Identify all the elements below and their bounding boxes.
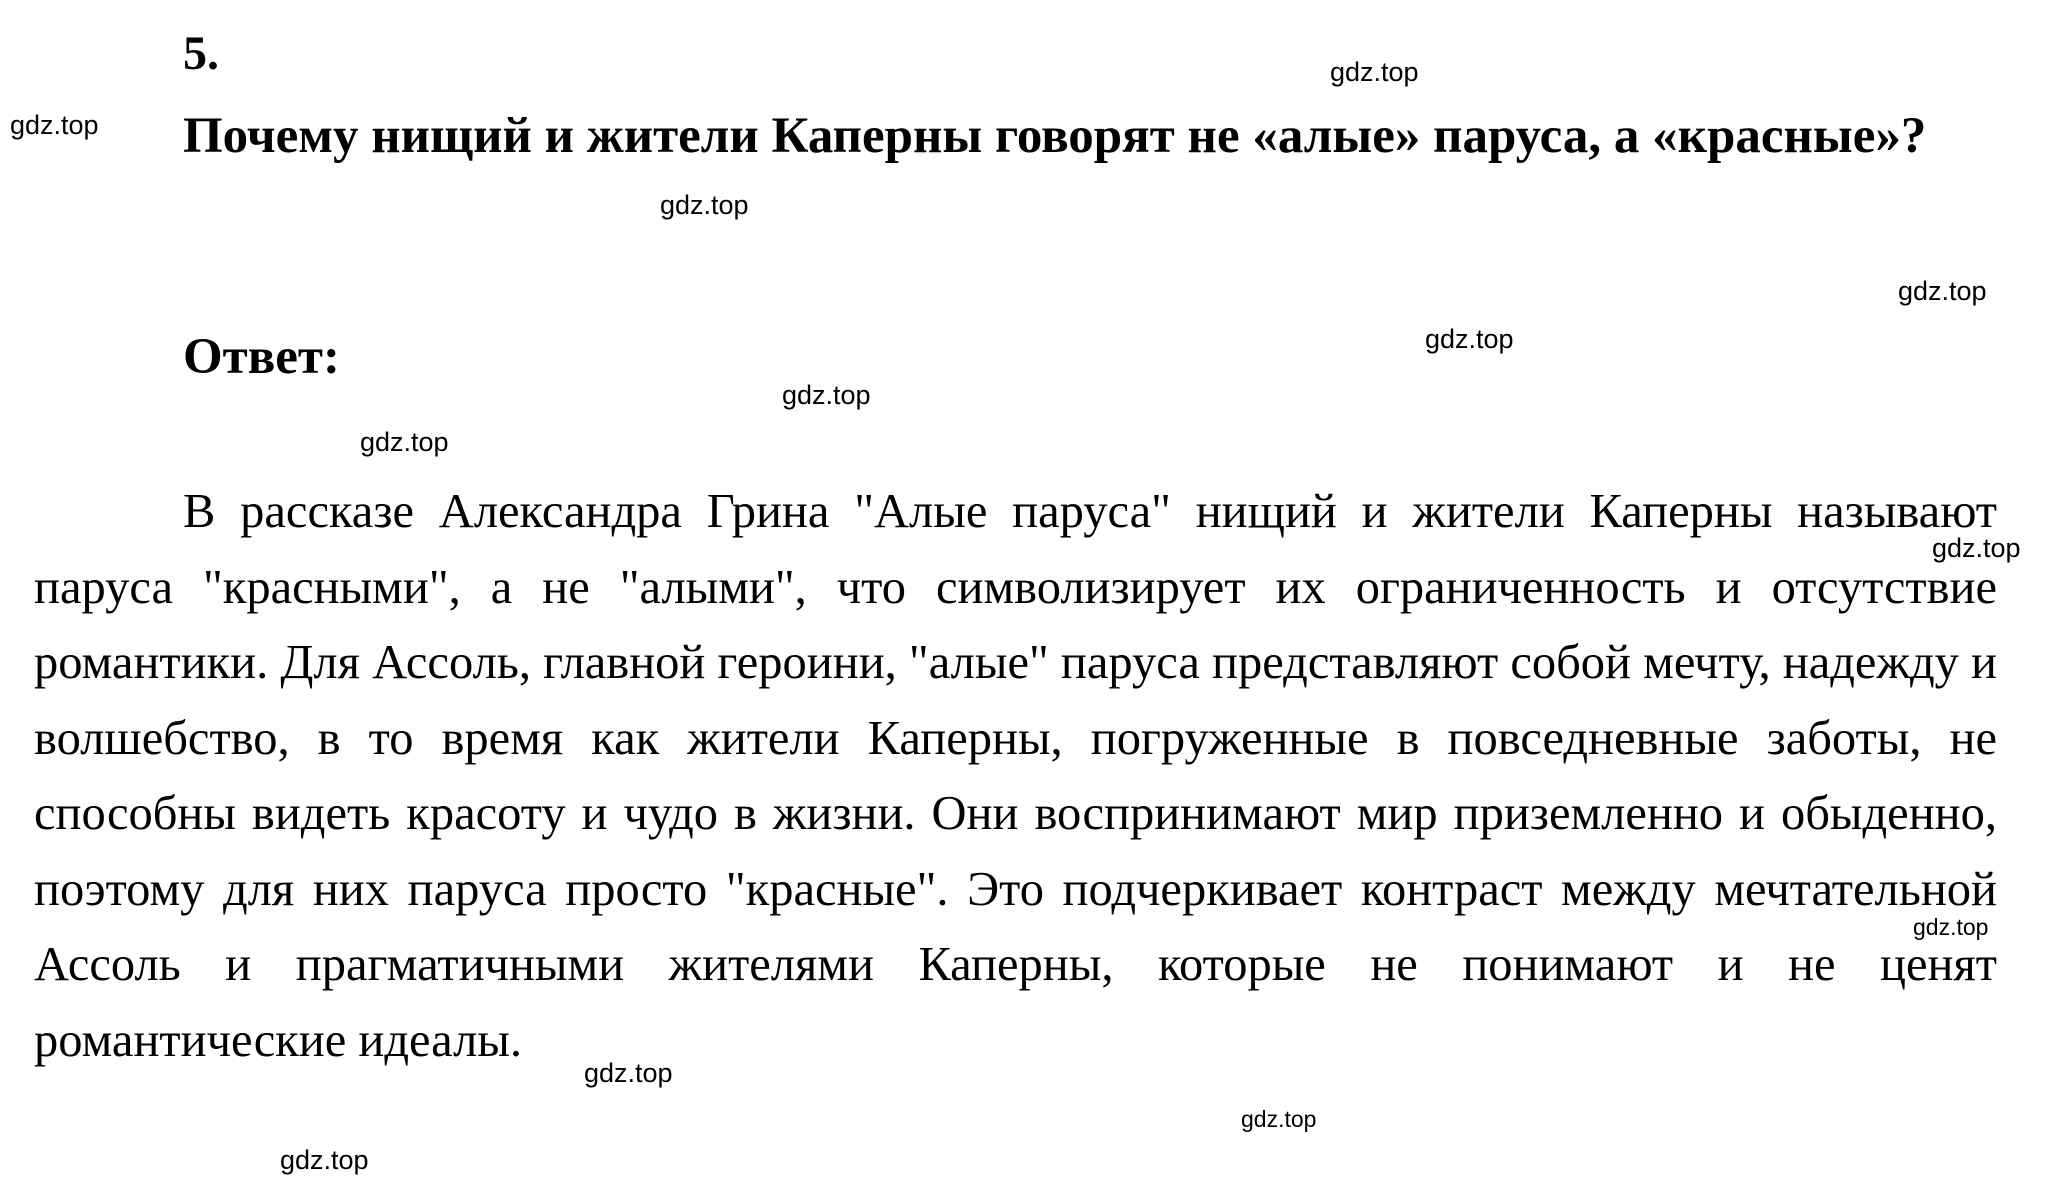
answer-label: Ответ: (183, 329, 340, 385)
watermark: gdz.top (1241, 1106, 1317, 1132)
watermark: gdz.top (280, 1145, 369, 1175)
watermark: gdz.top (360, 427, 449, 457)
watermark: gdz.top (1913, 914, 1989, 940)
watermark: gdz.top (1898, 276, 1987, 306)
task-number: 5. (183, 27, 219, 80)
watermark: gdz.top (1330, 57, 1419, 87)
watermark: gdz.top (660, 190, 749, 220)
watermark: gdz.top (584, 1058, 673, 1088)
answer-text: В рассказе Александра Грина "Алые паруса" нищий и жители Каперны называют паруса "красными", а не "алыми", что символизирует их ограниченность и отсутствие романтики. Для Ассоль, главной героини, "алые" паруса представляют собой мечту, надежду и волшебство, в то время как жители Каперны, погруженные в повседневные заботы, не способны видеть красоту и чудо в жизни. Они воспринимают мир приземленно и обыденно, поэтому для них паруса просто "красные". Это подчеркивает контраст между мечтательной Ассоль и прагматичными жителями Каперны, которые не понимают и не ценят романтические идеалы. (34, 485, 1997, 1067)
watermark: gdz.top (10, 110, 99, 140)
watermark: gdz.top (1932, 533, 2021, 563)
watermark: gdz.top (782, 380, 871, 410)
watermark: gdz.top (1425, 324, 1514, 354)
question-text: Почему нищий и жители Каперны говорят не «алые» паруса, а «красные»? (183, 108, 1927, 164)
